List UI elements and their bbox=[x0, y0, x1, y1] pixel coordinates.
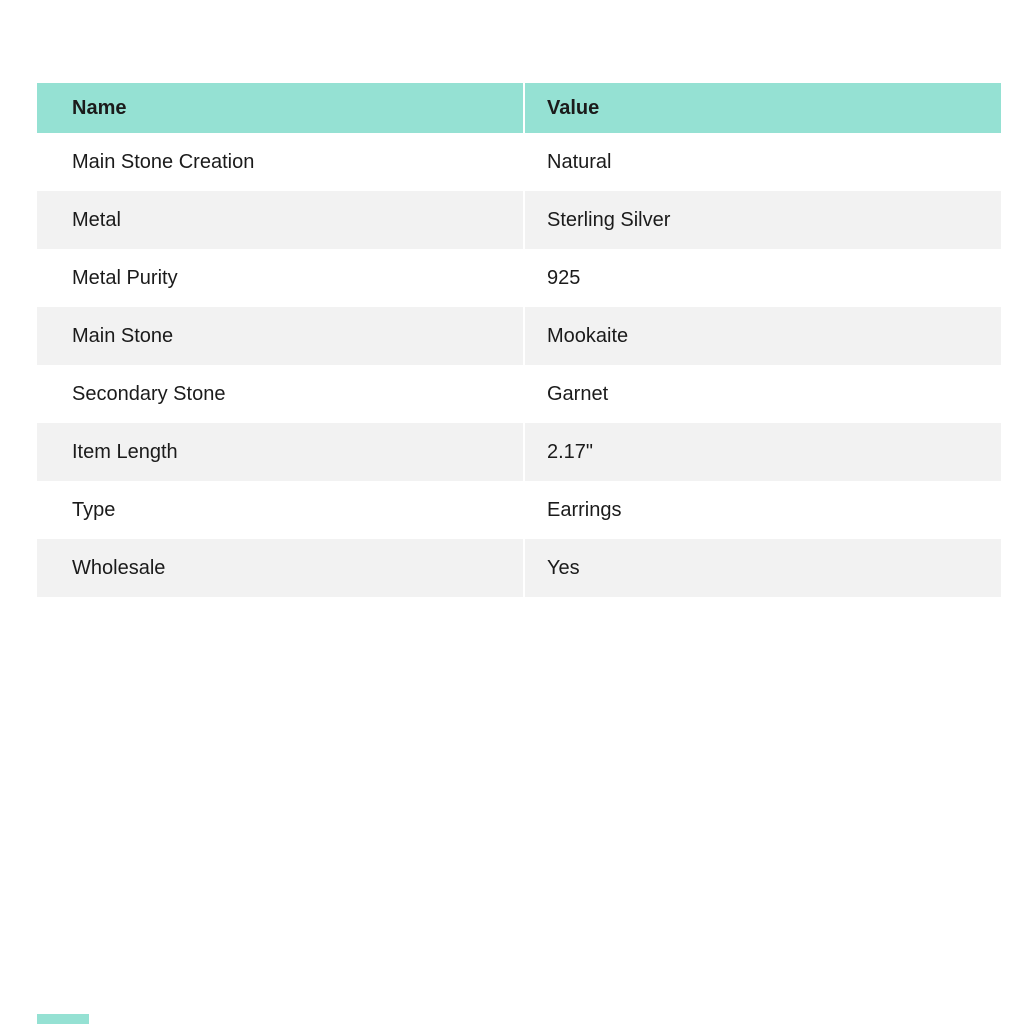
next-table-header-sliver bbox=[37, 1014, 89, 1024]
spec-value-cell: Mookaite bbox=[523, 307, 1001, 365]
spec-value-cell: Yes bbox=[523, 539, 1001, 597]
spec-value-cell: Natural bbox=[523, 133, 1001, 191]
spec-value-cell: Garnet bbox=[523, 365, 1001, 423]
table-row bbox=[37, 133, 1001, 191]
product-spec-table bbox=[37, 83, 1001, 597]
spec-value-cell: 2.17" bbox=[523, 423, 1001, 481]
table-header-row bbox=[37, 83, 1001, 133]
column-header-value: Value bbox=[523, 83, 1001, 133]
spec-name-cell: Item Length bbox=[37, 423, 523, 481]
spec-table-body bbox=[37, 133, 1001, 597]
spec-value-cell: Earrings bbox=[523, 481, 1001, 539]
table-row bbox=[37, 365, 1001, 423]
spec-name-cell: Wholesale bbox=[37, 539, 523, 597]
spec-name-cell: Secondary Stone bbox=[37, 365, 523, 423]
spec-value-cell: Sterling Silver bbox=[523, 191, 1001, 249]
table-row bbox=[37, 481, 1001, 539]
table-row bbox=[37, 423, 1001, 481]
column-header-name: Name bbox=[37, 83, 523, 133]
spec-name-cell: Metal Purity bbox=[37, 249, 523, 307]
table-row bbox=[37, 191, 1001, 249]
spec-value-cell: 925 bbox=[523, 249, 1001, 307]
spec-name-cell: Metal bbox=[37, 191, 523, 249]
table-row bbox=[37, 307, 1001, 365]
spec-name-cell: Type bbox=[37, 481, 523, 539]
table-row bbox=[37, 539, 1001, 597]
table-row bbox=[37, 249, 1001, 307]
spec-name-cell: Main Stone Creation bbox=[37, 133, 523, 191]
spec-name-cell: Main Stone bbox=[37, 307, 523, 365]
